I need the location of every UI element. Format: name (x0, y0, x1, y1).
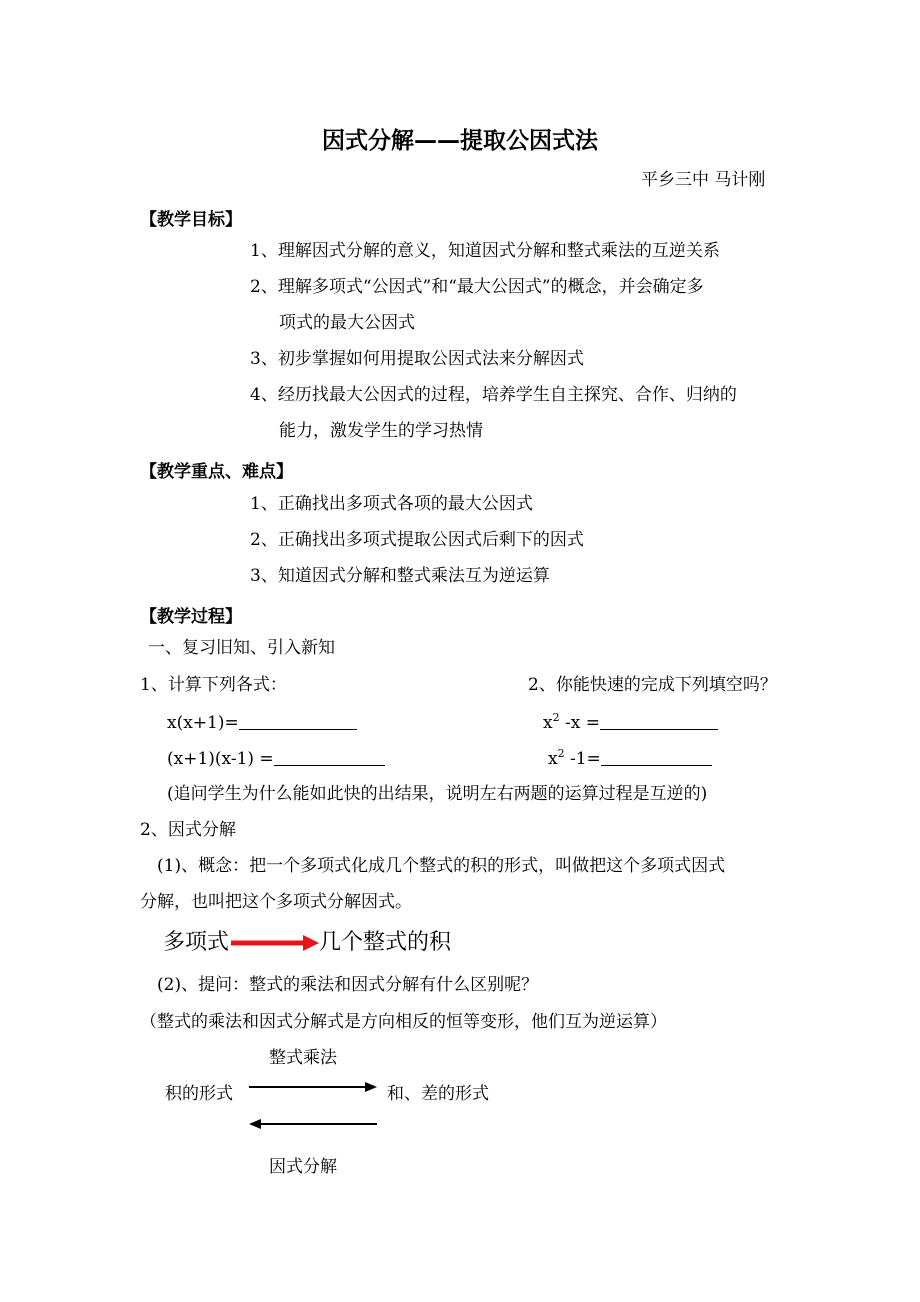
subsection-factorization: 2、因式分解 (140, 820, 236, 840)
flow-label-factorization: 因式分解 (269, 1157, 337, 1177)
red-arrow-icon (231, 934, 321, 952)
key-point-item: 1、正确找出多项式各项的最大公因式 (250, 494, 533, 514)
diagram-product: 几个整式的积 (319, 930, 452, 955)
flow-label-multiplication: 整式乘法 (269, 1048, 337, 1068)
section-heading-goals: 【教学目标】 (140, 210, 242, 230)
answer-blank (274, 749, 385, 766)
exponent: 2 (557, 747, 565, 760)
flow-label-sum-form: 和、差的形式 (387, 1084, 489, 1104)
expression-base: x (543, 713, 553, 733)
expression-4 (548, 749, 712, 769)
section-heading-key-points: 【教学重点、难点】 (140, 462, 293, 482)
author-line: 平乡三中 马计刚 (641, 170, 766, 190)
teacher-note: (追问学生为什么能如此快的出结果，说明左右两题的运算过程是互逆的) (167, 784, 708, 804)
right-arrow-icon (249, 1080, 379, 1094)
section-heading-process: 【教学过程】 (140, 607, 242, 627)
page-title: 因式分解——提取公因式法 (322, 128, 598, 154)
key-point-item: 3、知道因式分解和整式乘法互为逆运算 (250, 566, 550, 586)
exponent: 2 (552, 711, 560, 724)
goal-item: 4、经历找最大公因式的过程，培养学生自主探究、合作、归纳的 (250, 385, 737, 405)
answer-text: （整式的乘法和因式分解式是方向相反的恒等变形，他们互为逆运算） (140, 1012, 667, 1032)
expression-2 (167, 749, 385, 769)
expression-text: (x+1)(x-1) = (167, 749, 274, 769)
goal-item-continued: 能力，激发学生的学习热情 (279, 421, 483, 441)
key-point-item: 2、正确找出多项式提取公因式后剩下的因式 (250, 530, 584, 550)
question-1-label: 1、计算下列各式： (140, 675, 287, 695)
expression-3 (543, 713, 718, 733)
answer-blank (601, 749, 712, 766)
goal-item: 1、理解因式分解的意义，知道因式分解和整式乘法的互逆关系 (250, 241, 720, 261)
goal-item: 3、初步掌握如何用提取公因式法来分解因式 (250, 349, 584, 369)
diagram-polynomial: 多项式 (163, 930, 230, 955)
subsection-review: 一、复习旧知、引入新知 (148, 638, 335, 658)
expression-1 (167, 713, 357, 733)
goal-item: 2、理解多项式“公因式”和“最大公因式”的概念，并会确定多 (250, 277, 704, 297)
concept-text: (1)、概念：把一个多项式化成几个整式的积的形式，叫做把这个多项式因式 (157, 856, 726, 876)
flow-label-product-form: 积的形式 (165, 1084, 233, 1104)
answer-blank (600, 713, 718, 730)
goal-item-continued: 项式的最大公因式 (279, 313, 415, 333)
expression-text: x(x+1)= (167, 713, 239, 733)
expression-base: x (548, 749, 558, 769)
concept-text-continued: 分解，也叫把这个多项式分解因式。 (140, 892, 412, 912)
expression-text: -x = (559, 713, 600, 733)
expression-text: -1= (564, 749, 601, 769)
question-2-label: 2、你能快速的完成下列填空吗？ (528, 675, 777, 695)
left-arrow-icon (249, 1117, 379, 1131)
question-text: (2)、提问：整式的乘法和因式分解有什么区别呢？ (157, 975, 539, 995)
answer-blank (239, 713, 357, 730)
